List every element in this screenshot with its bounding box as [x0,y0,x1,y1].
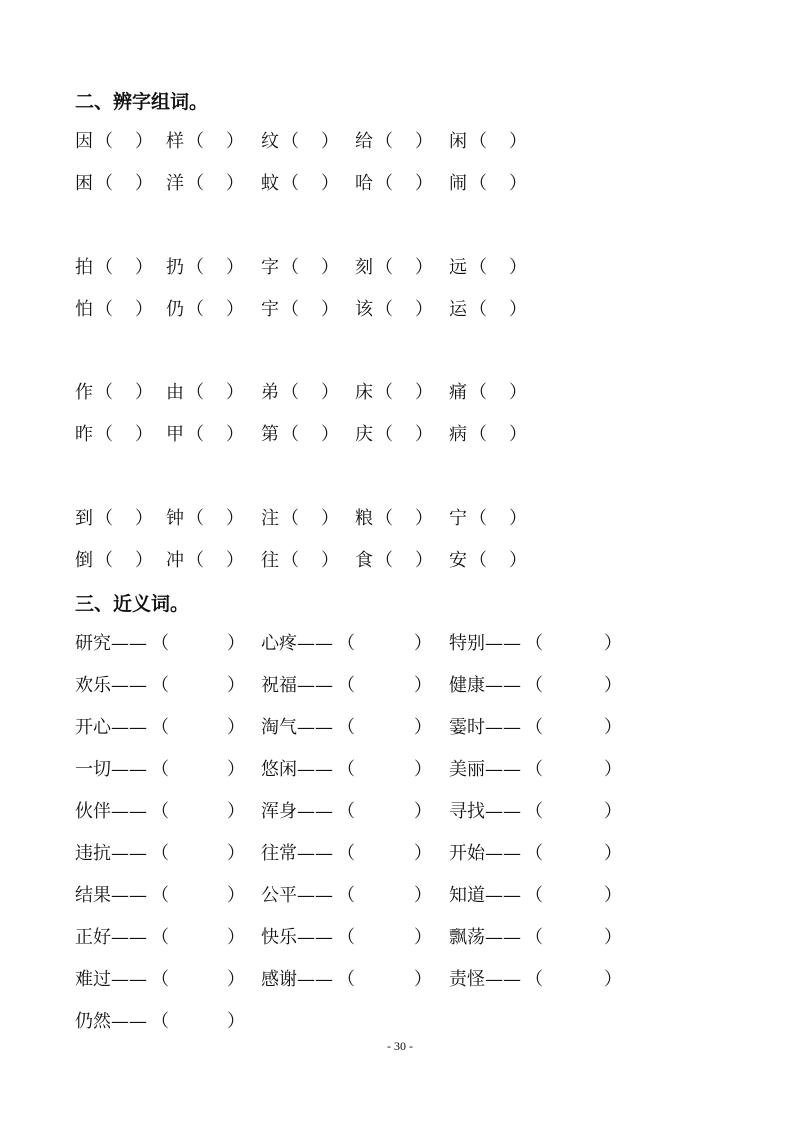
synonym-prompt-word: 心疼—— [261,633,333,654]
synonym-prompt-word: 飘荡—— [449,927,521,948]
character-prompt: 昨 [75,424,93,445]
answer-close-paren: ） [135,508,153,529]
answer-open-paren: （ [525,969,543,990]
character-prompt: 拍 [75,257,93,278]
answer-close-paren: ） [135,550,153,571]
answer-close-paren: ） [321,131,339,152]
synonym-prompt-word: 违抗—— [75,843,147,864]
answer-close-paren: ） [321,257,339,278]
answer-close-paren: ） [135,382,153,403]
answer-close-paren: ） [135,173,153,194]
answer-open-paren: （ [281,424,299,445]
synonym-prompt-word: 健康—— [449,675,521,696]
answer-open-paren: （ [95,173,113,194]
answer-close-paren: ） [509,550,527,571]
answer-open-paren: （ [281,508,299,529]
character-prompt: 由 [166,382,184,403]
answer-open-paren: （ [525,927,543,948]
section-title-synonyms: 三、近义词。 [75,593,190,615]
answer-open-paren: （ [375,424,393,445]
character-prompt: 给 [355,131,373,152]
answer-open-paren: （ [525,843,543,864]
answer-open-paren: （ [95,257,113,278]
answer-open-paren: （ [281,257,299,278]
answer-close-paren: ） [415,257,433,278]
answer-close-paren: ） [415,382,433,403]
synonym-prompt-word: 淘气—— [261,717,333,738]
synonym-prompt-word: 研究—— [75,633,147,654]
answer-open-paren: （ [525,801,543,822]
character-prompt: 甲 [166,424,184,445]
answer-open-paren: （ [95,550,113,571]
answer-close-paren: ） [509,382,527,403]
answer-open-paren: （ [525,675,543,696]
answer-close-paren: ） [414,633,432,654]
answer-open-paren: （ [95,424,113,445]
character-prompt: 痛 [449,382,467,403]
answer-close-paren: ） [604,759,622,780]
answer-open-paren: （ [337,717,355,738]
synonym-prompt-word: 祝福—— [261,675,333,696]
answer-close-paren: ） [604,801,622,822]
answer-open-paren: （ [151,717,169,738]
answer-open-paren: （ [337,927,355,948]
answer-close-paren: ） [135,257,153,278]
character-prompt: 样 [166,131,184,152]
answer-close-paren: ） [415,424,433,445]
synonym-prompt-word: 伙伴—— [75,801,147,822]
answer-open-paren: （ [469,508,487,529]
synonym-prompt-word: 感谢—— [261,969,333,990]
page-number: - 30 - [387,1039,413,1053]
character-prompt: 钟 [166,508,184,529]
character-prompt: 到 [75,508,93,529]
answer-close-paren: ） [509,299,527,320]
character-prompt: 宇 [261,299,279,320]
character-prompt: 因 [75,131,93,152]
answer-open-paren: （ [469,299,487,320]
answer-open-paren: （ [375,508,393,529]
answer-close-paren: ） [414,675,432,696]
answer-open-paren: （ [525,717,543,738]
character-prompt: 食 [355,550,373,571]
answer-close-paren: ） [414,801,432,822]
answer-open-paren: （ [95,508,113,529]
synonym-prompt-word: 结果—— [75,885,147,906]
answer-close-paren: ） [604,843,622,864]
character-prompt: 粮 [355,508,373,529]
answer-open-paren: （ [337,633,355,654]
character-prompt: 宁 [449,508,467,529]
answer-open-paren: （ [525,633,543,654]
answer-close-paren: ） [226,131,244,152]
answer-close-paren: ） [227,759,245,780]
character-prompt: 怕 [75,299,93,320]
answer-close-paren: ） [135,131,153,152]
answer-open-paren: （ [151,633,169,654]
answer-close-paren: ） [227,969,245,990]
answer-open-paren: （ [186,173,204,194]
answer-close-paren: ） [227,927,245,948]
answer-open-paren: （ [281,131,299,152]
answer-open-paren: （ [151,843,169,864]
answer-open-paren: （ [469,550,487,571]
answer-close-paren: ） [321,173,339,194]
character-prompt: 冲 [166,550,184,571]
answer-close-paren: ） [604,675,622,696]
answer-open-paren: （ [95,299,113,320]
character-prompt: 远 [449,257,467,278]
answer-close-paren: ） [415,299,433,320]
answer-open-paren: （ [151,885,169,906]
answer-open-paren: （ [469,257,487,278]
answer-close-paren: ） [227,1011,245,1032]
answer-open-paren: （ [281,550,299,571]
answer-close-paren: ） [414,843,432,864]
section-title-distinguish-words: 二、辨字组词。 [75,91,209,113]
character-prompt: 纹 [261,131,279,152]
character-prompt: 安 [449,550,467,571]
answer-close-paren: ） [604,969,622,990]
character-prompt: 困 [75,173,93,194]
answer-open-paren: （ [375,131,393,152]
answer-open-paren: （ [95,131,113,152]
answer-open-paren: （ [525,759,543,780]
synonym-prompt-word: 一切—— [75,759,147,780]
answer-open-paren: （ [95,382,113,403]
answer-close-paren: ） [415,173,433,194]
answer-close-paren: ） [227,633,245,654]
character-prompt: 字 [261,257,279,278]
answer-open-paren: （ [186,299,204,320]
synonym-prompt-word: 往常—— [261,843,333,864]
answer-open-paren: （ [375,257,393,278]
answer-close-paren: ） [414,969,432,990]
answer-open-paren: （ [337,885,355,906]
answer-open-paren: （ [186,508,204,529]
synonym-prompt-word: 欢乐—— [75,675,147,696]
character-prompt: 该 [355,299,373,320]
answer-close-paren: ） [227,885,245,906]
answer-close-paren: ） [226,299,244,320]
synonym-prompt-word: 仍然—— [75,1011,147,1032]
answer-open-paren: （ [469,382,487,403]
answer-close-paren: ） [226,257,244,278]
character-prompt: 注 [261,508,279,529]
answer-close-paren: ） [414,717,432,738]
character-prompt: 床 [355,382,373,403]
answer-close-paren: ） [509,131,527,152]
answer-close-paren: ） [509,173,527,194]
answer-close-paren: ） [415,508,433,529]
answer-open-paren: （ [281,173,299,194]
answer-close-paren: ） [414,927,432,948]
synonym-prompt-word: 特别—— [449,633,521,654]
answer-close-paren: ） [321,508,339,529]
answer-open-paren: （ [375,550,393,571]
answer-close-paren: ） [227,801,245,822]
answer-open-paren: （ [151,969,169,990]
synonym-prompt-word: 责怪—— [449,969,521,990]
character-prompt: 刻 [355,257,373,278]
synonym-prompt-word: 公平—— [261,885,333,906]
answer-close-paren: ） [226,424,244,445]
answer-open-paren: （ [337,759,355,780]
synonym-prompt-word: 开心—— [75,717,147,738]
character-prompt: 运 [449,299,467,320]
answer-open-paren: （ [375,299,393,320]
answer-close-paren: ） [226,508,244,529]
character-prompt: 病 [449,424,467,445]
answer-close-paren: ） [415,131,433,152]
character-prompt: 扔 [166,257,184,278]
answer-open-paren: （ [525,885,543,906]
synonym-prompt-word: 难过—— [75,969,147,990]
answer-open-paren: （ [337,675,355,696]
answer-close-paren: ） [509,424,527,445]
answer-close-paren: ） [321,424,339,445]
synonym-prompt-word: 知道—— [449,885,521,906]
answer-open-paren: （ [469,131,487,152]
answer-close-paren: ） [321,299,339,320]
synonym-prompt-word: 正好—— [75,927,147,948]
answer-close-paren: ） [414,759,432,780]
answer-open-paren: （ [186,257,204,278]
character-prompt: 第 [261,424,279,445]
character-prompt: 闲 [449,131,467,152]
answer-close-paren: ） [604,885,622,906]
answer-open-paren: （ [186,550,204,571]
synonym-prompt-word: 美丽—— [449,759,521,780]
answer-close-paren: ） [604,633,622,654]
character-prompt: 蚊 [261,173,279,194]
synonym-prompt-word: 开始—— [449,843,521,864]
answer-open-paren: （ [186,131,204,152]
answer-open-paren: （ [375,173,393,194]
answer-close-paren: ） [226,550,244,571]
answer-close-paren: ） [226,382,244,403]
answer-close-paren: ） [135,424,153,445]
answer-open-paren: （ [337,843,355,864]
character-prompt: 弟 [261,382,279,403]
synonym-prompt-word: 快乐—— [261,927,333,948]
answer-close-paren: ） [321,550,339,571]
answer-close-paren: ） [227,717,245,738]
answer-open-paren: （ [151,801,169,822]
answer-open-paren: （ [281,299,299,320]
answer-close-paren: ） [415,550,433,571]
answer-open-paren: （ [186,424,204,445]
answer-open-paren: （ [337,801,355,822]
answer-close-paren: ） [414,885,432,906]
character-prompt: 往 [261,550,279,571]
answer-close-paren: ） [604,717,622,738]
answer-close-paren: ） [135,299,153,320]
character-prompt: 庆 [355,424,373,445]
answer-close-paren: ） [604,927,622,948]
synonym-prompt-word: 悠闲—— [261,759,333,780]
answer-open-paren: （ [151,1011,169,1032]
answer-open-paren: （ [469,173,487,194]
answer-close-paren: ） [509,508,527,529]
answer-open-paren: （ [469,424,487,445]
answer-open-paren: （ [151,759,169,780]
answer-open-paren: （ [375,382,393,403]
answer-open-paren: （ [186,382,204,403]
answer-open-paren: （ [151,927,169,948]
answer-open-paren: （ [151,675,169,696]
answer-open-paren: （ [281,382,299,403]
synonym-prompt-word: 寻找—— [449,801,521,822]
character-prompt: 洋 [166,173,184,194]
answer-close-paren: ） [227,843,245,864]
answer-close-paren: ） [321,382,339,403]
character-prompt: 作 [75,382,93,403]
character-prompt: 哈 [355,173,373,194]
answer-close-paren: ） [227,675,245,696]
synonym-prompt-word: 霎时—— [449,717,521,738]
answer-open-paren: （ [337,969,355,990]
character-prompt: 仍 [166,299,184,320]
character-prompt: 闹 [449,173,467,194]
answer-close-paren: ） [226,173,244,194]
synonym-prompt-word: 浑身—— [261,801,333,822]
answer-close-paren: ） [509,257,527,278]
character-prompt: 倒 [75,550,93,571]
